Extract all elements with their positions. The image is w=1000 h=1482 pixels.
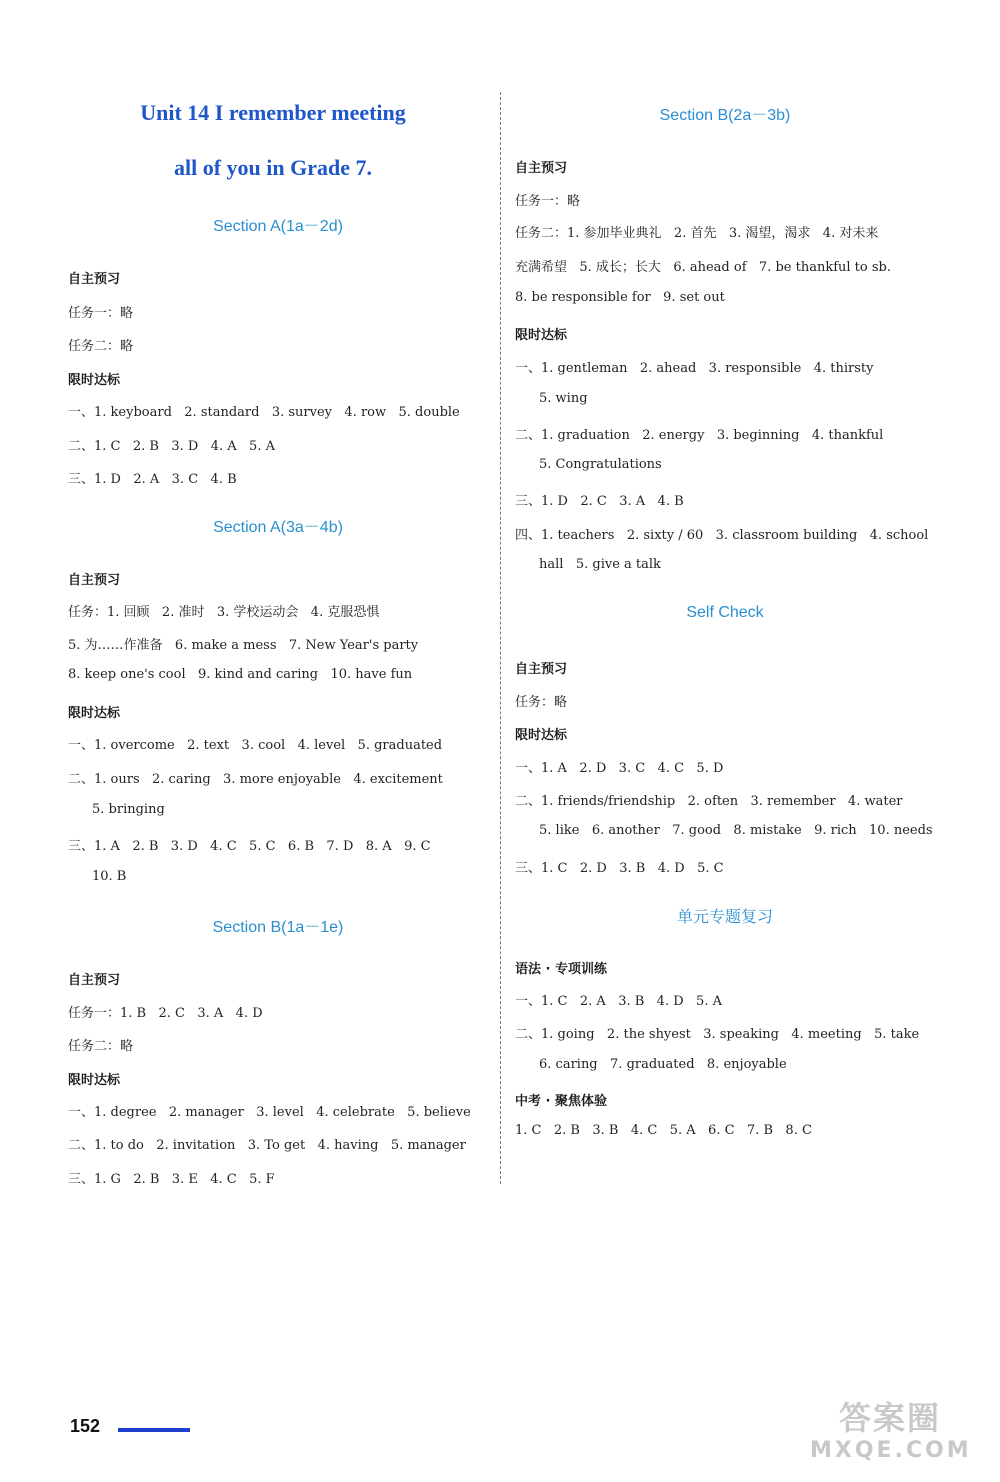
answer-line: 5. Congratulations xyxy=(539,457,662,472)
answer-line: 三、1. D 2. C 3. A 4. B xyxy=(515,494,684,509)
answer-line: 5. wing xyxy=(539,391,588,406)
task-line: 任务一：略 xyxy=(515,194,581,209)
task-line: 任务：略 xyxy=(515,695,568,710)
preview-heading: 自主预习 xyxy=(515,161,568,176)
answer-line: 二、1. ours 2. caring 3. more enjoyable 4. excitement xyxy=(68,772,443,787)
column-divider xyxy=(500,92,501,1184)
task-line: 8. keep one's cool 9. kind and caring 10. have fun xyxy=(68,667,413,682)
task-line: 任务一：1. B 2. C 3. A 4. D xyxy=(68,1006,263,1021)
answer-line: 一、1. degree 2. manager 3. level 4. celebrate 5. believe xyxy=(68,1105,471,1120)
task-line: 8. be responsible for 9. set out xyxy=(515,290,725,305)
answer-line: 6. caring 7. graduated 8. enjoyable xyxy=(539,1057,787,1072)
answer-line: 二、1. C 2. B 3. D 4. A 5. A xyxy=(68,439,275,454)
answer-line: 三、1. C 2. D 3. B 4. D 5. C xyxy=(515,861,724,876)
answer-line: 三、1. G 2. B 3. E 4. C 5. F xyxy=(68,1172,275,1187)
answer-line: 一、1. A 2. D 3. C 4. C 5. D xyxy=(515,761,724,776)
watermark-bottom-text: MXQE.COM xyxy=(810,1438,972,1463)
task-line: 任务一：略 xyxy=(68,306,134,321)
practice-heading: 限时达标 xyxy=(515,328,568,343)
answer-line: 二、1. to do 2. invitation 3. To get 4. having 5. manager xyxy=(68,1138,466,1153)
answer-line: 一、1. keyboard 2. standard 3. survey 4. row 5. double xyxy=(68,405,460,420)
unit-title-line-2: all of you in Grade 7. xyxy=(173,155,372,180)
task-line: 任务二：略 xyxy=(68,1039,134,1054)
task-line: 充满希望 5. 成长；长大 6. ahead of 7. be thankful to sb. xyxy=(515,260,891,275)
watermark-logo xyxy=(810,1398,970,1474)
answer-line: hall 5. give a talk xyxy=(539,557,661,572)
task-line: 任务：1. 回顾 2. 准时 3. 学校运动会 4. 克服恐惧 xyxy=(68,605,380,620)
watermark-top-text: 答案圈 xyxy=(838,1399,941,1437)
answer-line: 5. like 6. another 7. good 8. mistake 9. rich 10. needs xyxy=(539,823,933,838)
task-line: 任务二：略 xyxy=(68,339,134,354)
answer-line: 四、1. teachers 2. sixty / 60 3. classroom building 4. school xyxy=(515,528,929,543)
unit-title-line-1: Unit 14 I remember meeting xyxy=(140,100,406,125)
preview-heading: 自主预习 xyxy=(515,662,568,677)
answer-line: 三、1. A 2. B 3. D 4. C 5. C 6. B 7. D 8. A 9. C xyxy=(68,839,431,854)
answer-line: 1. C 2. B 3. B 4. C 5. A 6. C 7. B 8. C xyxy=(515,1123,812,1138)
exam-heading: 中考 · 聚焦体验 xyxy=(515,1094,607,1109)
answer-line: 三、1. D 2. A 3. C 4. B xyxy=(68,472,237,487)
practice-heading: 限时达标 xyxy=(515,728,568,743)
page-number-bar xyxy=(118,1428,190,1432)
section-b-1a-1e-heading: Section B(1a－1e) xyxy=(212,919,344,936)
answer-line: 二、1. graduation 2. energy 3. beginning 4. thankful xyxy=(515,428,884,443)
task-line: 5. 为……作准备 6. make a mess 7. New Year's party xyxy=(68,638,419,653)
grammar-heading: 语法 · 专项训练 xyxy=(515,962,607,977)
practice-heading: 限时达标 xyxy=(68,373,121,388)
answer-line: 一、1. overcome 2. text 3. cool 4. level 5. graduated xyxy=(68,738,443,753)
answer-line: 10. B xyxy=(92,869,127,884)
preview-heading: 自主预习 xyxy=(68,973,121,988)
practice-heading: 限时达标 xyxy=(68,706,121,721)
answer-line: 二、1. going 2. the shyest 3. speaking 4. meeting 5. take xyxy=(515,1027,920,1042)
answer-line: 二、1. friends/friendship 2. often 3. remember 4. water xyxy=(515,794,903,809)
task-line: 任务二：1. 参加毕业典礼 2. 首先 3. 渴望，渴求 4. 对未来 xyxy=(515,226,879,241)
page-number: 152 xyxy=(70,1416,101,1436)
practice-heading: 限时达标 xyxy=(68,1073,121,1088)
preview-heading: 自主预习 xyxy=(68,272,121,287)
unit-review-heading: 单元专题复习 xyxy=(676,909,773,926)
section-a-1a-2d-heading: Section A(1a－2d) xyxy=(213,218,343,235)
answer-line: 一、1. gentleman 2. ahead 3. responsible 4. thirsty xyxy=(515,361,874,376)
section-a-3a-4b-heading: Section A(3a－4b) xyxy=(213,519,343,536)
self-check-heading: Self Check xyxy=(686,604,764,621)
section-b-2a-3b-heading: Section B(2a－3b) xyxy=(659,107,791,124)
preview-heading: 自主预习 xyxy=(68,573,121,588)
answer-line: 5. bringing xyxy=(92,802,165,817)
answer-line: 一、1. C 2. A 3. B 4. D 5. A xyxy=(515,994,722,1009)
